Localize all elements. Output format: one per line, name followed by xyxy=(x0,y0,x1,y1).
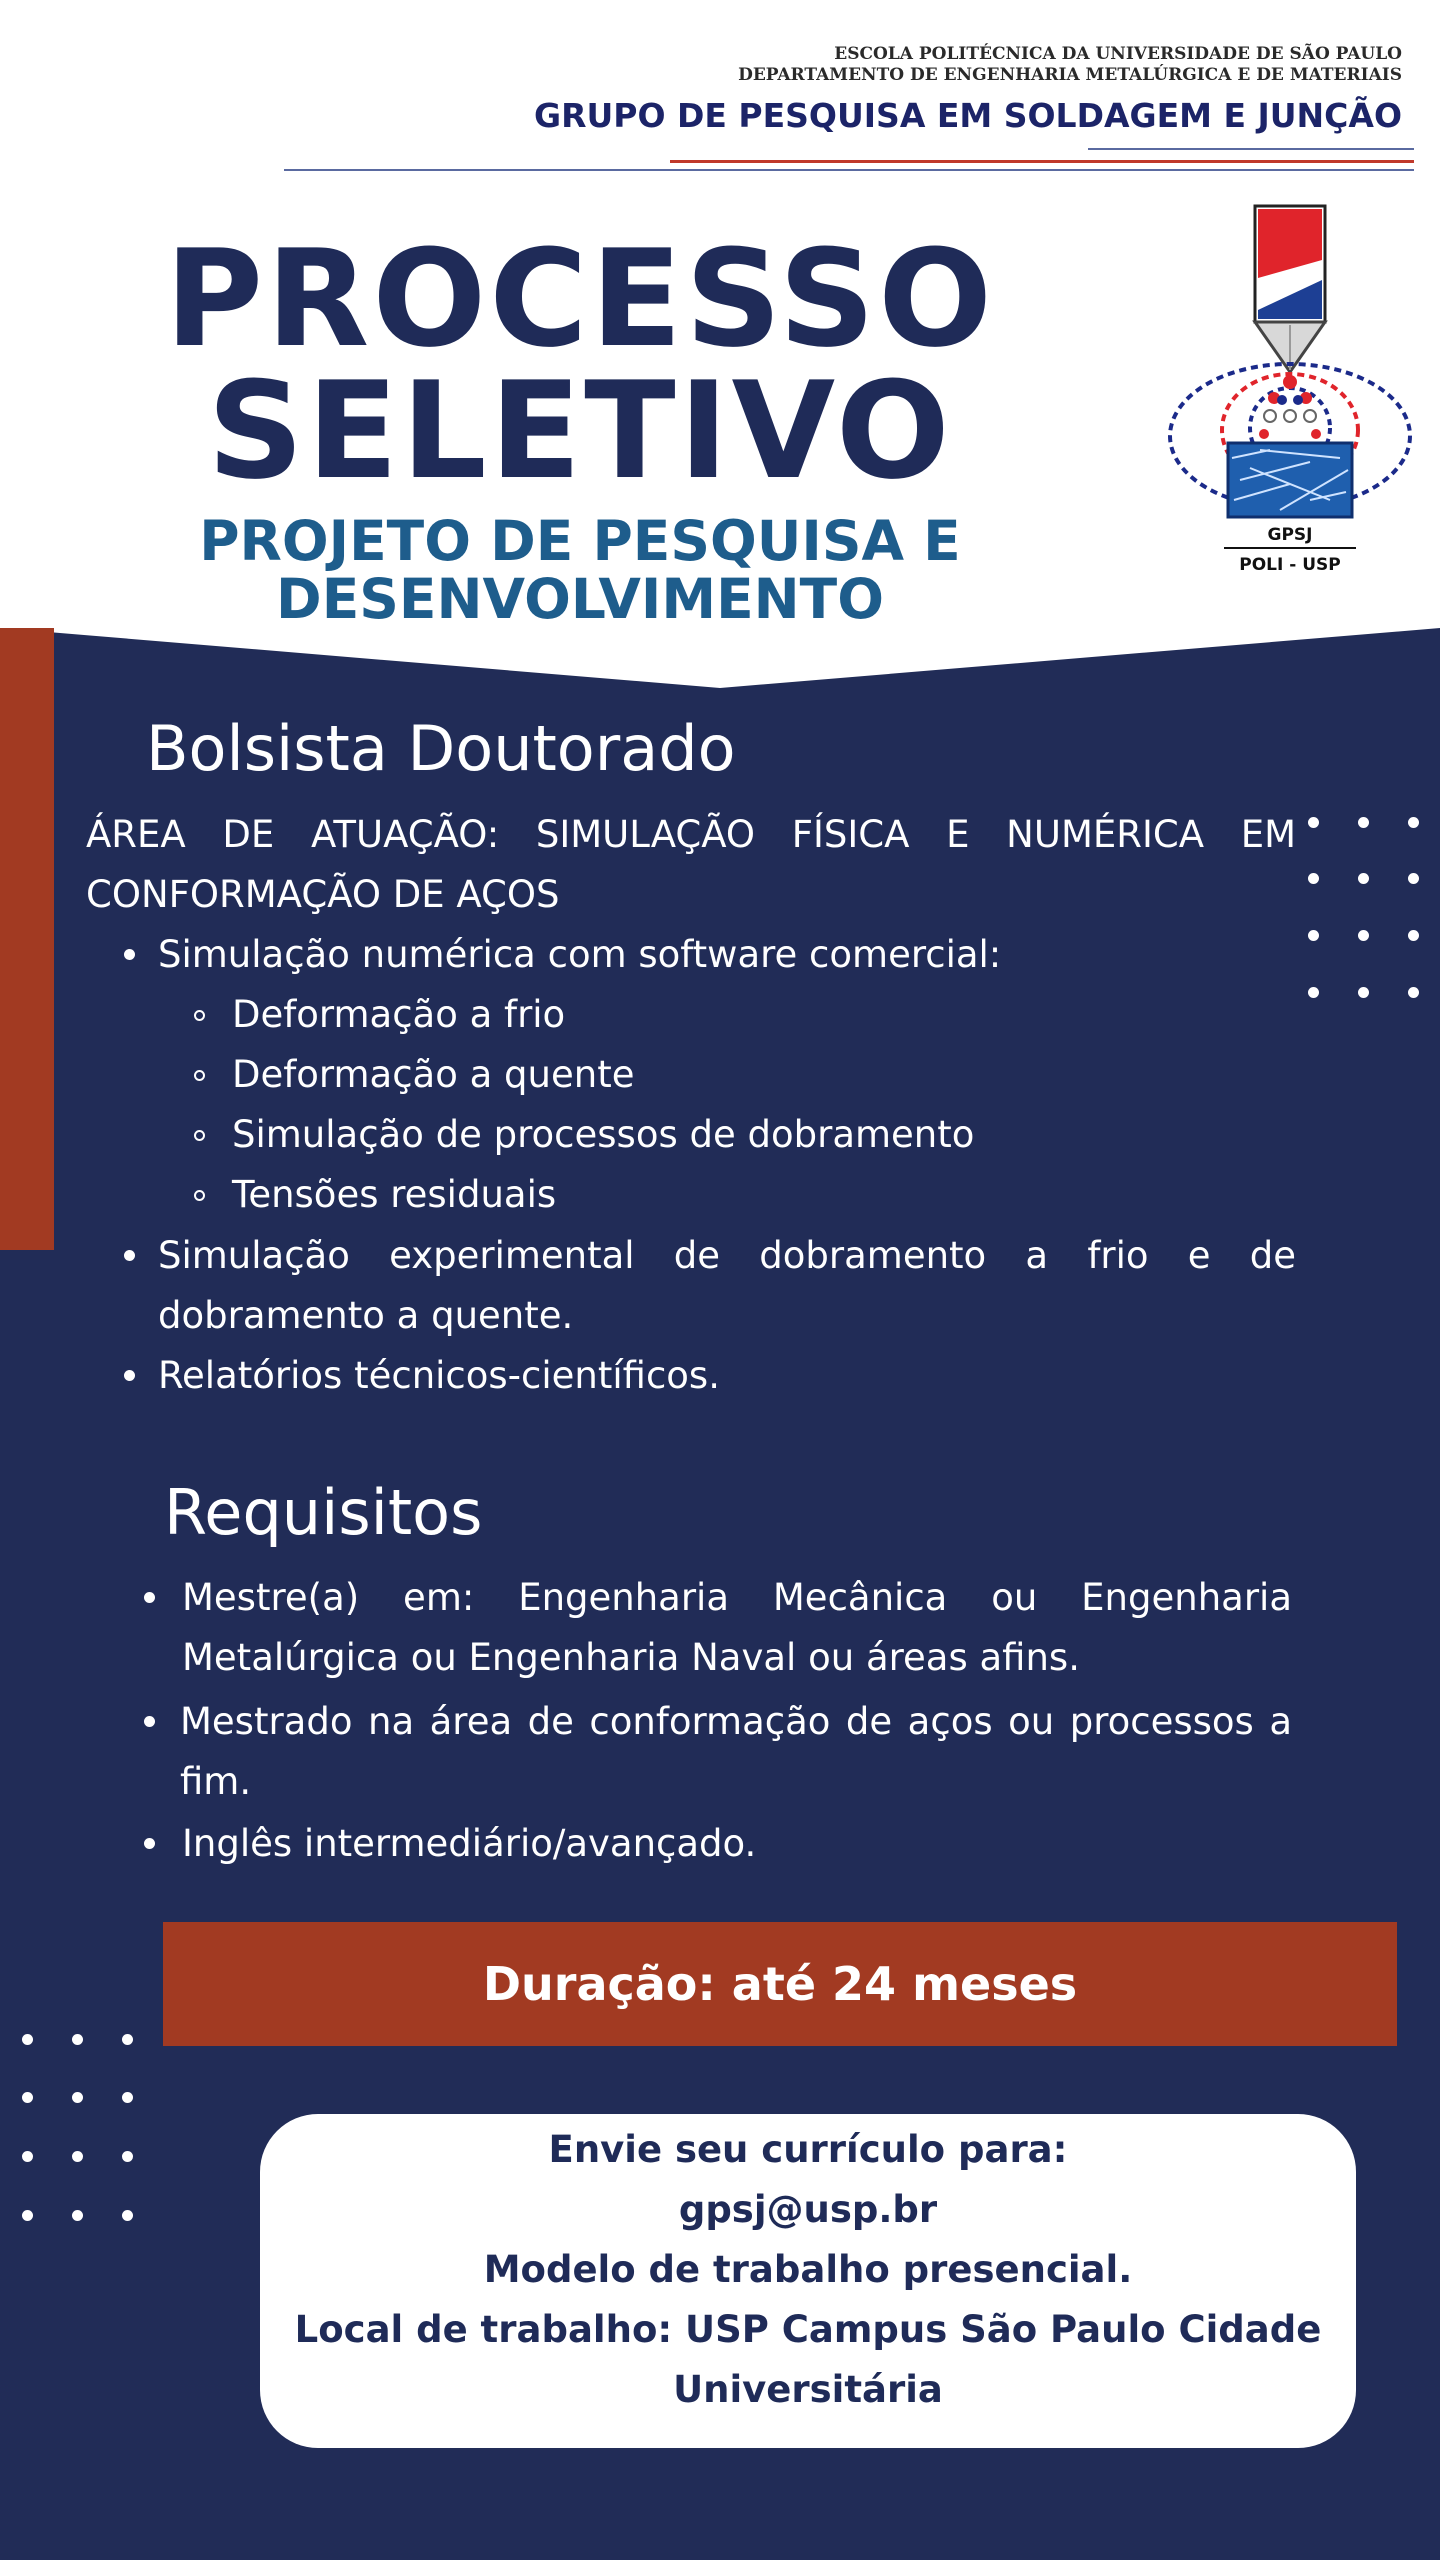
bullet-dot xyxy=(144,1716,155,1727)
subtitle-line1: PROJETO DE PESQUISA E xyxy=(199,509,961,573)
work-location-line1: Local de trabalho: USP Campus São Paulo Cidade xyxy=(294,2308,1322,2351)
bullet-dot xyxy=(144,1592,155,1603)
requirements-title: Requisitos xyxy=(164,1476,483,1549)
job-title: Bolsista Doutorado xyxy=(146,712,736,785)
institution-name: ESCOLA POLITÉCNICA DA UNIVERSIDADE DE SÃO PAULO xyxy=(834,44,1402,64)
research-group-name: GRUPO DE PESQUISA EM SOLDAGEM E JUNÇÃO xyxy=(533,96,1402,135)
contact-box xyxy=(260,2114,1356,2448)
contact-instruction: Envie seu currículo para: xyxy=(548,2128,1068,2171)
activity-item: Simulação numérica com software comercial: xyxy=(158,933,1002,976)
sub-activity-item: Simulação de processos de dobramento xyxy=(232,1113,975,1156)
activity-item: Simulação experimental de dobramento a frio e de dobramento a quente. xyxy=(158,1234,1296,1337)
contact-email[interactable]: gpsj@usp.br xyxy=(678,2188,938,2231)
sub-activity-item: Deformação a quente xyxy=(232,1053,635,1096)
page-title-line2: SELETIVO xyxy=(207,353,953,509)
sub-activity-item: Tensões residuais xyxy=(232,1173,557,1216)
requirement-item: Mestrado na área de conformação de aços ou processos a fim. xyxy=(180,1700,1292,1803)
requirement-item: Mestre(a) em: Engenharia Mecânica ou Engenharia Metalúrgica ou Engenharia Naval ou áreas afins. xyxy=(182,1576,1292,1679)
bullet-dot xyxy=(144,1838,155,1849)
department-name: DEPARTAMENTO DE ENGENHARIA METALÚRGICA E DE MATERIAIS xyxy=(738,65,1402,85)
logo-name: GPSJ xyxy=(1267,525,1313,545)
area-of-activity: ÁREA DE ATUAÇÃO: SIMULAÇÃO FÍSICA E NUMÉRICA EM CONFORMAÇÃO DE AÇOS xyxy=(86,813,1296,916)
subtitle-line2: DESENVOLVIMENTO xyxy=(276,567,884,631)
activity-item: Relatórios técnicos-científicos. xyxy=(158,1354,720,1397)
work-model: Modelo de trabalho presencial. xyxy=(483,2248,1133,2291)
sub-activity-item: Deformação a frio xyxy=(232,993,566,1036)
logo-subtitle: POLI - USP xyxy=(1239,555,1341,575)
requirement-item: Inglês intermediário/avançado. xyxy=(182,1822,757,1865)
work-location-line2: Universitária xyxy=(673,2368,943,2411)
page-title-line1: PROCESSO xyxy=(164,221,996,377)
duration-text: Duração: até 24 meses xyxy=(482,1957,1078,2011)
